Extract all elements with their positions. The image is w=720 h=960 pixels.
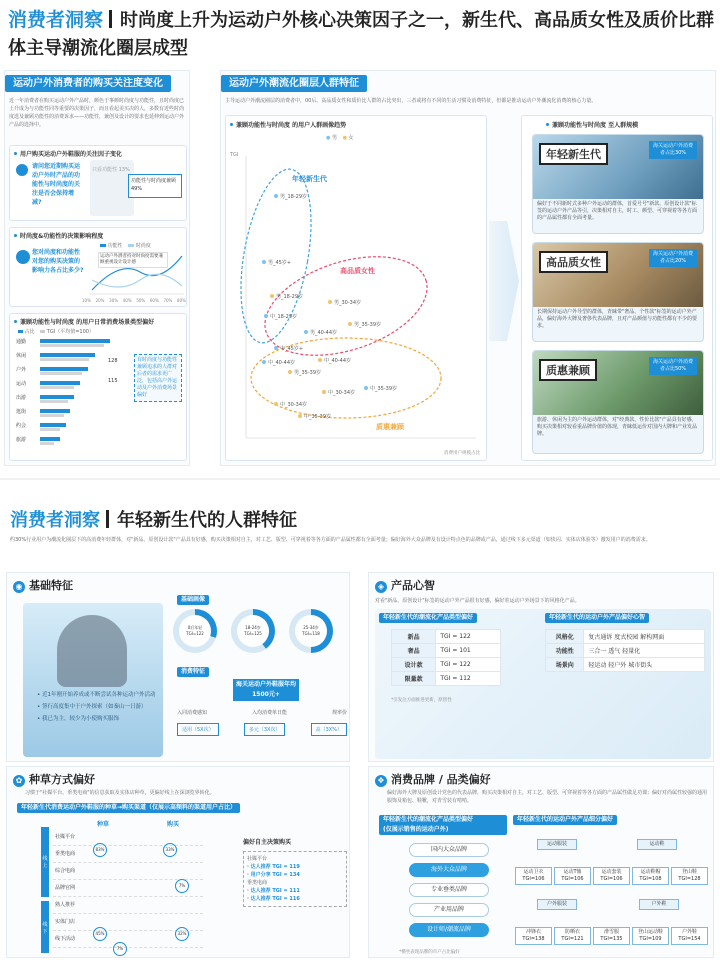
basic-bullet: • 签行高度集中于户外探索（如秦山一日游） (37, 704, 147, 710)
scatter-label: 男_18-29岁 (280, 194, 308, 200)
right-panel (220, 70, 716, 466)
brand-label: 消费者洞察 (8, 9, 104, 31)
product-note: *引发注方面推进更新，原创性 (391, 698, 452, 703)
scene-row-bar2 (40, 442, 54, 445)
spend-val1: 适用（5X次） (177, 723, 219, 736)
factor-question: 请问您近期购买运动户外时产品的功能性与时尚度的关注是否会保持增减? (32, 163, 81, 206)
pref-row (546, 644, 705, 658)
scene-row (16, 394, 126, 408)
card-young-tag: 海关运动户外消费者占比30% (649, 141, 697, 159)
scatter-point (270, 294, 274, 298)
scatter-label: 男_35-39岁 (294, 370, 322, 376)
card-value-label: 质惠兼顾 (539, 359, 597, 381)
gen-label: 基础画像 (177, 595, 209, 605)
question-icon (16, 164, 28, 176)
section2-title (10, 506, 297, 532)
product-tgi: TGI = 122 (436, 630, 501, 644)
scene-row (16, 436, 126, 450)
influence-callout: 运动户外潜者持对时尚度需要兼顾重视设计设计感 (98, 252, 168, 268)
seed-val5: 32% (175, 927, 189, 941)
scatter-point (364, 386, 368, 390)
node-sport-apparel: 运动服装 (537, 839, 577, 850)
scene-legend2: TGI（平均值=100） (46, 329, 94, 335)
seed-side-title: 偏好自主决策购买 (243, 839, 292, 846)
scene-legend1: 占比 (24, 329, 35, 335)
scatter-point (348, 322, 352, 326)
scatter-label: 男_18-29岁 (276, 294, 304, 300)
seed-t: 年轻新生代消费运动户外鞋服的种草→购买渠道（仅展示高频料的渠道用户占比） (17, 803, 240, 813)
scene-row-bar (40, 437, 60, 441)
gen-donut (289, 609, 333, 653)
left-panel (4, 70, 190, 466)
product-tgi: TGI = 112 (436, 672, 501, 686)
seed-row: 熟人推荐 (53, 897, 203, 914)
scatter-label: 中_35-39岁 (370, 386, 398, 392)
scatter-point (328, 300, 332, 304)
card-quality-label: 高品质女性 (539, 251, 608, 273)
card-quality-tag: 海关运动户外消费者占比20% (649, 249, 697, 267)
seed-val2: 33% (163, 843, 177, 857)
product-type: 奢品 (392, 644, 436, 658)
divider (0, 478, 720, 480)
scatter-plot (236, 146, 484, 456)
seed-val1: 83% (93, 843, 107, 857)
scene-title: 兼顾功能性与时尚度 的用户日常消费场景类型偏好 (14, 317, 154, 326)
scene-row-label: 户外 (16, 367, 27, 373)
legend-fashion: 时尚度 (135, 243, 151, 249)
bottom-section (0, 498, 720, 960)
scatter-label: 男_45岁+ (268, 260, 292, 266)
seed-row: 社媒平台 (53, 829, 203, 846)
scene-row-bar2 (40, 344, 104, 347)
scatter-point (318, 358, 322, 362)
seed-row: 垂类电商 (53, 846, 203, 863)
scatter-label: 中_30-34岁 (328, 390, 356, 396)
scene-row-label: 休闲 (16, 353, 27, 359)
influence-title: 时尚度&功能性的决策影响程度 (14, 231, 103, 240)
pref-row (546, 630, 705, 644)
factor-opt2: 只看功能性 13% (92, 167, 130, 173)
leaf-node: 登山运动鞋 TGI=109 (632, 927, 669, 945)
scene-row-label: 逛街 (16, 409, 27, 415)
pref-type: 场景向 (546, 658, 584, 672)
group-quality: 高品质女性 (340, 267, 375, 275)
seed-val6: 7% (113, 942, 127, 956)
gen-donut-label: 18-24岁TGI=125 (237, 615, 269, 647)
scene-val1: 128 (108, 358, 118, 364)
influence-ticks: 10% 20% 30% 40% 50% 60% 70% 80% (82, 298, 186, 303)
product-intro: 对看"新品、原创设计"标签的运动户外产品很有好感，偏好驻运动户外场景下的风格化产品。 (375, 598, 580, 604)
legend-female: 女 (348, 135, 354, 141)
factor-box (9, 145, 187, 221)
node-outdoor-shoes: 户外鞋 (639, 899, 679, 910)
seed-row: 实体门店 (53, 914, 203, 931)
brandpref-intro: 偏好海外大牌及原创设计党色的代表品牌，购买决策相对自主，对工艺、版型、可穿视着等各方面的产品属性做足功课；偏好对尚属性较强的通用服饰及箱包、鞋靴，对青雪装有啃啃。 (387, 790, 708, 804)
seed-row: 品牌官网 (53, 880, 203, 897)
leaf-node: 冲锋衣 TGI=138 (515, 927, 552, 945)
scatter-point (264, 314, 268, 318)
brand-panel (368, 766, 714, 958)
product-row (392, 658, 501, 672)
brand-pill: 国内大众品牌 (409, 843, 489, 857)
product-t2: 年轻新生代的运动户外产品偏好心智 (545, 613, 649, 623)
seed-row: 综合电商 (53, 863, 203, 880)
seed-row: 线下活动 (53, 931, 203, 948)
scatter-point (274, 346, 278, 350)
scatter-label: 男_40-44岁 (310, 330, 338, 336)
seed-title: ✿ 种草方式偏好 (13, 771, 95, 787)
product-t1: 年轻新生代的潮流化产品类型偏好 (379, 613, 477, 623)
card-quality (532, 242, 704, 342)
product-row (392, 644, 501, 658)
scene-row-bar (40, 339, 110, 343)
arrow-shape (489, 221, 519, 341)
spend-val2: 多元（3X次） (244, 723, 286, 736)
influence-question: 您对尚度和功能性对您的购买决策的影响力各占比多少? (32, 249, 84, 274)
cards-title: 兼顾功能性与时尚度 至人群规模 (546, 120, 638, 129)
scatter-point (298, 414, 302, 418)
leaf-node: 滑雪服 TGI=135 (593, 927, 630, 945)
scatter-label: 中_40-44岁 (324, 358, 352, 364)
seed-val4: 45% (93, 927, 107, 941)
product-type: 新品 (392, 630, 436, 644)
spend-col3: 规率价 (331, 710, 347, 716)
pref-items: 轻运动 轻户外 城市街头 (584, 658, 705, 672)
prefs-table (545, 629, 705, 672)
seed-intro: 习惯于"社媒平台、垂类电商"的信息获取及实体店种草，更偏好线上在深浏览界转化。 (25, 790, 215, 796)
spend-val3: 高（3X%） (311, 723, 347, 736)
pref-type: 风格化 (546, 630, 584, 644)
ellipse-young (236, 164, 323, 348)
cards-box (521, 115, 713, 461)
spend-tag: 海关运动户外鞋服年均1500元+ (233, 679, 299, 701)
scene-row (16, 422, 126, 436)
scene-row-label: 出游 (16, 395, 27, 401)
scene-row-bar2 (40, 358, 89, 361)
scene-row-bar (40, 353, 95, 357)
spend-col2: 入均消费单日能 (251, 710, 287, 716)
scatter-label: 中_35-39岁 (304, 414, 332, 420)
product-row (392, 630, 501, 644)
node-outdoor-apparel: 户外服装 (537, 899, 577, 910)
group-young: 年轻新生代 (292, 175, 327, 183)
scene-row-bar (40, 409, 70, 413)
leaf-node: 户外鞋 TGI=154 (671, 927, 708, 945)
leaf-node: 登山鞋 TGI=128 (671, 867, 708, 885)
product-type: 设计款 (392, 658, 436, 672)
card-young-label: 年轻新生代 (539, 143, 608, 165)
group-online: 线上 (41, 827, 49, 897)
gen-donut (173, 609, 217, 653)
top-section (0, 0, 720, 470)
scatter-box: 兼顾功能性与时尚度 的用户人群画像趋势 ● 男 ● 女 TGI 男_18-29岁 男_45岁+ 男_18-29岁 中_18-29岁 男_30-34岁 男_35-39岁 男_40-44岁 中_40-44岁 男_35-39岁 中_45岁+ 中_40-44岁 中_30-34岁 中_35-39岁 中_30-34岁 中_35-39岁 年轻新生代 高品质女性 质惠兼顾 消费用户规模占比 (225, 115, 487, 461)
card-young-text: 偏好于不同新时式多种户外运动的群体，首爱号号"新款、原创设计款"标签的运动户外产品等引，决策相对自主，时工、颜型、可穿视着等各方面的产品属性都有全面考量。 (537, 201, 698, 221)
gen-donut-label: 25-34岁TGI=118 (295, 615, 327, 647)
scatter-title: 兼顾功能性与时尚度 的用户人群画像趋势 (230, 120, 346, 129)
brandpref-t1: 年轻新生代的潮流化产品类型偏好 (仅展示销售的运动户外) (379, 815, 507, 835)
scene-row-label: 运动 (16, 381, 27, 387)
brand-pill: 专业垂类品牌 (409, 883, 489, 897)
scene-row-bar (40, 423, 66, 427)
scene-row-bar (40, 395, 74, 399)
leaf-node: 运动鞋帽 TGI=108 (632, 867, 669, 885)
factor-title: 用户购买运动户外鞋服的关注因子变化 (14, 149, 122, 158)
product-tgi: TGI = 122 (436, 658, 501, 672)
brand-pill: 设计师/潮流品牌 (409, 923, 489, 937)
basic-bullet: • 近1年刚开始养成或不断尝试各种运动户外活动 (37, 692, 156, 698)
leaf-node: 运动卫衣 TGI=106 (515, 867, 552, 885)
seed-side-line: · 达人推荐 TGI = 111 (247, 888, 300, 894)
product-tgi: TGI = 101 (436, 644, 501, 658)
scatter-label: 男_35-39岁 (354, 322, 382, 328)
card-value (532, 350, 704, 454)
product-row (392, 672, 501, 686)
scene-row-bar2 (40, 372, 82, 375)
scene-row (16, 338, 126, 352)
legend-male: 男 (331, 135, 337, 141)
brandpref-title: ❖ 消费品牌 / 品类偏好 (375, 771, 491, 787)
pref-row (546, 658, 705, 672)
legend-func: 功能性 (107, 243, 123, 249)
card-young (532, 134, 704, 234)
brand2-label: 消费者洞察 (10, 510, 100, 531)
product-table (391, 629, 501, 686)
scatter-label: 中_18-29岁 (270, 314, 298, 320)
group-value: 质惠兼顾 (376, 423, 404, 431)
gen-donut-label: 0后年轻TGI=122 (179, 615, 211, 647)
scatter-label: 中_45岁+ (280, 346, 304, 352)
chart-icon (16, 250, 30, 264)
col-seed: 种草 (97, 821, 110, 828)
scatter-point (288, 370, 292, 374)
scatter-label: 中_40-44岁 (268, 360, 296, 366)
col-buy: 购买 (167, 821, 180, 828)
scatter-label: 中_30-34岁 (280, 402, 308, 408)
right-intro: 主导运动户外潮流圈层的消费者中，00后、高品质女性和质价比人群的占比突出，三者或将有不同的生活习惯及消费特征，但都是推动运动户外潮流化消费的核心力量。 (225, 98, 597, 104)
product-type: 限量款 (392, 672, 436, 686)
node-sport-shoes: 运动鞋 (637, 839, 677, 850)
left-panel-title: 运动户外消费者的购买关注度变化 (5, 75, 171, 92)
scene-row-bar2 (40, 400, 68, 403)
seed-side-line: · 达人推荐 TGI = 119 (247, 864, 300, 870)
scene-row-bar (40, 381, 80, 385)
scene-box (9, 313, 187, 461)
leaf-node: 防晒衣 TGI=121 (554, 927, 591, 945)
brandpref-note: *横坐表现品牌的市户占比偏好 (399, 950, 460, 955)
scene-row-bar (40, 367, 88, 371)
scatter-ylabel: TGI (230, 152, 239, 158)
scene-row-bar2 (40, 386, 74, 389)
scene-row-label: 通勤 (16, 339, 27, 345)
scatter-point (304, 330, 308, 334)
scene-callout: 有时尚度与功能性兼顾追求的人群对后者的需求更广泛，包括高户外运动及户外消费场景偏好 (134, 354, 182, 402)
scene-rows (16, 338, 126, 450)
scatter-point (274, 194, 278, 198)
spend-label: 消费特征 (177, 667, 209, 677)
scene-row-label: 旅游 (16, 437, 27, 443)
scatter-point (262, 360, 266, 364)
ellipse-quality (253, 238, 440, 374)
basic-photo (23, 603, 163, 757)
seed-side-line: 社媒平台 (247, 856, 268, 862)
scatter-point (322, 390, 326, 394)
brand-pill: 产业用品牌 (409, 903, 489, 917)
influence-box (9, 227, 187, 307)
scene-val2: 115 (108, 378, 118, 384)
product-panel (368, 572, 714, 762)
pref-items: 复古通诉 度式校园 解构网面 (584, 630, 705, 644)
gen-donut (231, 609, 275, 653)
scene-row-bar2 (40, 428, 60, 431)
scatter-label: 男_30-34岁 (334, 300, 362, 306)
group-offline: 线下 (41, 901, 49, 953)
basic-bullet: • 我已为主，较少为小使购买服饰 (37, 716, 119, 722)
basic-panel (6, 572, 350, 762)
product-title: ◈ 产品心智 (375, 577, 435, 593)
card-value-text: 旅游、休闲为主的户外运动群体，对"经典款、性价比款"产品具有好感，购买决策相对较看重品牌价值的体现，青睐低运价对国内大牌和产业发品牌。 (537, 417, 698, 437)
scene-row (16, 408, 126, 422)
page-title (8, 6, 714, 63)
brandpref-t2: 年轻新生代的运动户外产品细分偏好 (513, 815, 617, 825)
seed-side-line: · 用户分享 TGI = 134 (247, 872, 300, 878)
card-quality-text: 长期保持运动户外导型的群体，青睐带"奢品、个性款"标签的运动户外产品，偏好海外大牌及奢侈代表品牌，且对产品颜值与功能性都有不少的要求。 (537, 309, 698, 329)
scatter-caption: 消费用户规模占比 (444, 451, 480, 456)
brand-pill: 海外大众品牌 (409, 863, 489, 877)
scatter-point (274, 402, 278, 406)
leaf-node: 运动套装 TGI=106 (593, 867, 630, 885)
scene-row-bar2 (40, 414, 64, 417)
pref-items: 三合一 透气 轻量化 (584, 644, 705, 658)
right-panel-title: 运动户外潮流化圈层人群特征 (221, 75, 367, 92)
left-intro: 近一年消费者在购买运动户外产品时，颜色于事颜时尚度与功能性，且时尚度已上升成为与功能性同等重要的决策因子，而且看起美买决的人，多数有近些时尚度选及兼顾功能性的消费诉求——功能性，兼创及设计的要求也延伸到运动户外产品的选择中。 (9, 98, 185, 128)
basic-title: ◉ 基础特征 (13, 577, 73, 593)
seed-panel (6, 766, 350, 958)
spend-col1: 入同消费感知 (177, 710, 208, 716)
section2-title-text: 年轻新生代的人群特征 (117, 510, 297, 531)
card-value-tag: 海关运动户外消费者占比50% (649, 357, 697, 375)
seed-side-line: 垂类电商 (247, 880, 268, 886)
title-text: 时尚度上升为运动户外核心决策因子之一，新生代、高品质女性及质价比群体主导潮流化圈层成型 (8, 10, 715, 59)
seed-side-line: · 达人推荐 TGI = 116 (247, 896, 300, 902)
seed-val3: 7% (175, 879, 189, 893)
scatter-point (262, 260, 266, 264)
pref-type: 功能性 (546, 644, 584, 658)
factor-opt1: 功能性与时尚度兼顾 49% (128, 174, 182, 198)
section2-intro: 约30%行业用户为潮流化圈层下的高消费年轻群体，对"新品、原创设计款"产品具有好感，购买决策相对自主，对工艺、版型、可穿视着等各方面的产品属性都有全面考量；偏好海外大众品牌及有设计特点色的品牌或产品，通过线下多元渠道（如快闪、实体店体验等）激发用户的消费需求。 (10, 537, 651, 543)
leaf-node: 运动T恤 TGI=106 (554, 867, 591, 885)
scene-row-label: 约会 (16, 423, 27, 429)
